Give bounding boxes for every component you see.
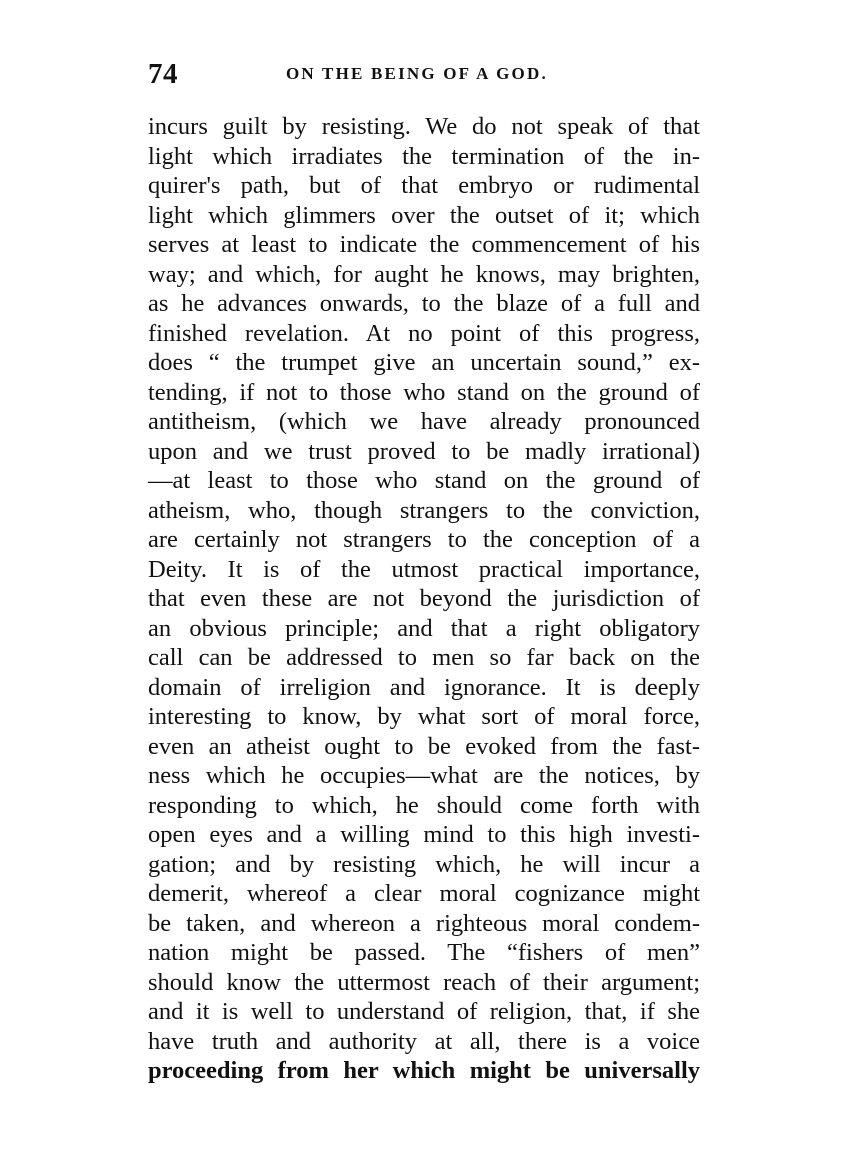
text-line: an obvious principle; and that a right obligatory [148, 614, 700, 642]
text-line: light which irradiates the termination of the in- [148, 142, 700, 170]
running-head [148, 58, 700, 92]
text-line: open eyes and a willing mind to this high investi- [148, 821, 700, 848]
text-line: ness which he occupies—what are the notices, by [148, 762, 700, 789]
text-line: atheism, who, though strangers to the conviction, [148, 496, 700, 524]
text-line: antitheism, (which we have already pronounced [148, 408, 700, 435]
text-line: tending, if not to those who stand on the ground of [148, 378, 700, 406]
text-line: light which glimmers over the outset of it; which [148, 201, 700, 229]
body-text [148, 112, 700, 1086]
text-line: quirer's path, but of that embryo or rudimental [148, 172, 700, 199]
text-line: way; and which, for aught he knows, may brighten, [148, 260, 700, 288]
text-line: domain of irreligion and ignorance. It is deeply [148, 673, 700, 701]
text-line: have truth and authority at all, there is a voice [148, 1027, 700, 1055]
text-line: demerit, whereof a clear moral cognizance might [148, 880, 700, 907]
text-line: call can be addressed to men so far back on the [148, 644, 700, 671]
text-line: even an atheist ought to be evoked from the fast- [148, 732, 700, 760]
text-line: and it is well to understand of religion, that, if she [148, 998, 700, 1025]
text-line: as he advances onwards, to the blaze of a full and [148, 290, 700, 317]
text-line: incurs guilt by resisting. We do not speak of that [148, 113, 700, 140]
text-line: should know the uttermost reach of their argument; [148, 968, 700, 996]
text-line: responding to which, he should come forth with [148, 791, 700, 819]
text-line: —at least to those who stand on the ground of [148, 467, 700, 494]
text-line: proceeding from her which might be universally [148, 1057, 700, 1084]
text-line: are certainly not strangers to the conception of a [148, 526, 700, 553]
text-line: upon and we trust proved to be madly irrational) [148, 437, 700, 465]
text-line: serves at least to indicate the commencement of his [148, 231, 700, 258]
text-line: be taken, and whereon a righteous moral condem- [148, 909, 700, 937]
text-line: nation might be passed. The “fishers of men” [148, 939, 700, 966]
running-title: ON THE BEING OF A GOD. [286, 64, 548, 83]
text-line: Deity. It is of the utmost practical importance, [148, 555, 700, 583]
text-line: gation; and by resisting which, he will incur a [148, 850, 700, 878]
page-number: 74 [148, 58, 178, 90]
text-line: does “ the trumpet give an uncertain sound,” ex- [148, 349, 700, 376]
text-line: interesting to know, by what sort of moral force, [148, 703, 700, 730]
text-line: finished revelation. At no point of this progress, [148, 319, 700, 347]
text-line: that even these are not beyond the jurisdiction of [148, 585, 700, 612]
